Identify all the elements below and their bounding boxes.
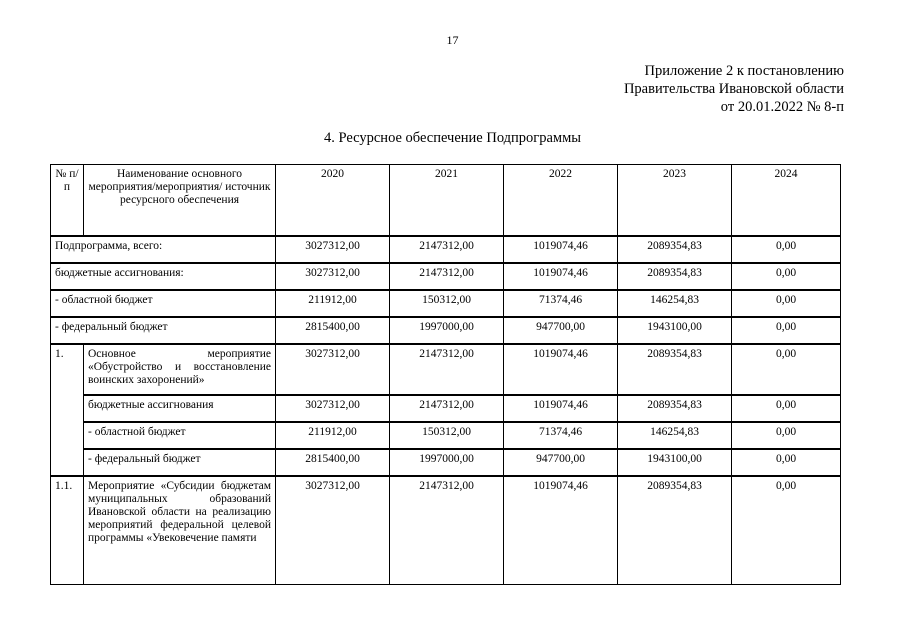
table-header-row xyxy=(51,165,841,237)
row-label: бюджетные ассигнования xyxy=(84,395,276,422)
value-cell: 2147312,00 xyxy=(390,476,504,585)
table-row xyxy=(51,290,841,317)
value-cell: 146254,83 xyxy=(618,422,732,449)
table-row xyxy=(51,317,841,344)
table-row xyxy=(51,263,841,290)
value-cell: 2089354,83 xyxy=(618,236,732,263)
value-cell: 2089354,83 xyxy=(618,476,732,585)
value-cell: 1997000,00 xyxy=(390,317,504,344)
value-cell: 0,00 xyxy=(732,422,841,449)
header-year: 2024 xyxy=(732,165,841,237)
value-cell: 0,00 xyxy=(732,236,841,263)
row-label: - федеральный бюджет xyxy=(51,317,276,344)
value-cell: 0,00 xyxy=(732,290,841,317)
header-year: 2022 xyxy=(504,165,618,237)
table-row xyxy=(51,395,841,422)
value-cell: 1019074,46 xyxy=(504,476,618,585)
table-row xyxy=(51,422,841,449)
value-cell: 947700,00 xyxy=(504,449,618,476)
section-title: 4. Ресурсное обеспечение Подпрограммы xyxy=(323,130,582,146)
value-cell: 2147312,00 xyxy=(390,263,504,290)
row-label: бюджетные ассигнования: xyxy=(51,263,276,290)
value-cell: 2815400,00 xyxy=(276,317,390,344)
value-cell: 3027312,00 xyxy=(276,263,390,290)
page-number: 17 xyxy=(446,33,459,47)
header-year: 2023 xyxy=(618,165,732,237)
row-label: Основное мероприятие «Обустройство и восстановление воинских захоронений» xyxy=(84,344,276,395)
header-name: Наименование основного мероприятия/мероприятия/ источник ресурсного обеспечения xyxy=(84,165,276,237)
value-cell: 0,00 xyxy=(732,344,841,395)
value-cell: 3027312,00 xyxy=(276,344,390,395)
value-cell: 3027312,00 xyxy=(276,395,390,422)
value-cell: 2147312,00 xyxy=(390,395,504,422)
row-label: - федеральный бюджет xyxy=(84,449,276,476)
value-cell: 71374,46 xyxy=(504,290,618,317)
value-cell: 0,00 xyxy=(732,449,841,476)
row-label: - областной бюджет xyxy=(84,422,276,449)
value-cell: 146254,83 xyxy=(618,290,732,317)
value-cell: 2089354,83 xyxy=(618,344,732,395)
value-cell: 2089354,83 xyxy=(618,395,732,422)
value-cell: 211912,00 xyxy=(276,422,390,449)
value-cell: 1019074,46 xyxy=(504,236,618,263)
value-cell: 2147312,00 xyxy=(390,344,504,395)
header-num: № п/п xyxy=(51,165,84,237)
value-cell: 0,00 xyxy=(732,317,841,344)
row-label: - областной бюджет xyxy=(51,290,276,317)
value-cell: 2815400,00 xyxy=(276,449,390,476)
value-cell: 3027312,00 xyxy=(276,476,390,585)
value-cell: 3027312,00 xyxy=(276,236,390,263)
value-cell: 1943100,00 xyxy=(618,449,732,476)
value-cell: 1019074,46 xyxy=(504,344,618,395)
value-cell: 1019074,46 xyxy=(504,395,618,422)
table-row xyxy=(51,476,841,585)
resources-table xyxy=(50,164,841,585)
table-row xyxy=(51,344,841,395)
header-year: 2020 xyxy=(276,165,390,237)
table-row xyxy=(51,236,841,263)
value-cell: 0,00 xyxy=(732,263,841,290)
value-cell: 211912,00 xyxy=(276,290,390,317)
value-cell: 2147312,00 xyxy=(390,236,504,263)
value-cell: 1997000,00 xyxy=(390,449,504,476)
appendix-header xyxy=(624,62,844,116)
header-year: 2021 xyxy=(390,165,504,237)
value-cell: 947700,00 xyxy=(504,317,618,344)
row-label: Подпрограмма, всего: xyxy=(51,236,276,263)
value-cell: 1019074,46 xyxy=(504,263,618,290)
appendix-line-2: Правительства Ивановской области xyxy=(623,81,844,97)
value-cell: 150312,00 xyxy=(390,422,504,449)
row-number: 1. xyxy=(51,344,84,476)
value-cell: 0,00 xyxy=(732,476,841,585)
row-number: 1.1. xyxy=(51,476,84,585)
appendix-line-3: от 20.01.2022 № 8-п xyxy=(720,99,844,115)
value-cell: 0,00 xyxy=(732,395,841,422)
value-cell: 2089354,83 xyxy=(618,263,732,290)
row-label: Мероприятие «Субсидии бюджетам муниципальных образований Ивановской области на реализацию мероприятий федеральной целевой программы «Увековечение памяти xyxy=(84,476,276,585)
value-cell: 150312,00 xyxy=(390,290,504,317)
value-cell: 71374,46 xyxy=(504,422,618,449)
table-row xyxy=(51,449,841,476)
value-cell: 1943100,00 xyxy=(618,317,732,344)
appendix-line-1: Приложение 2 к постановлению xyxy=(644,63,844,79)
